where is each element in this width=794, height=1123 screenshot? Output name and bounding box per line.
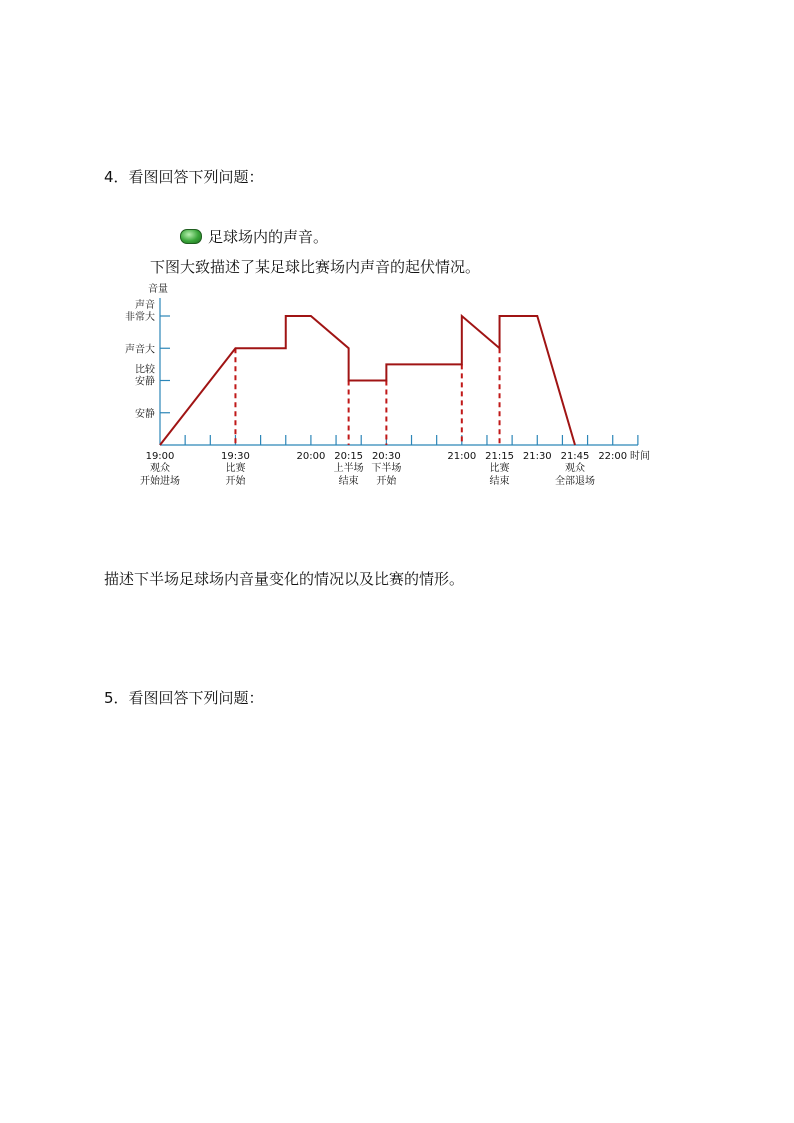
x-tick-label: 20:00 [296,451,326,462]
event-annotation: 结束 [338,476,359,487]
question-5-title: 5．看图回答下列问题： [104,689,264,707]
x-tick-label: 21:45 [560,451,590,462]
y-level-label: 安静 [135,408,155,420]
x-tick-label: 19:30 [221,451,250,462]
event-annotation: 上半场 [333,463,364,474]
x-axis-title: 时间 [630,451,650,462]
event-annotation: 观众 [150,463,170,474]
x-tick-label: 20:30 [371,451,401,462]
y-level-label: 声音大 [125,344,155,356]
event-annotation: 开始 [225,476,246,487]
event-annotation: 结束 [489,476,510,487]
event-annotation: 开始进场 [140,476,180,487]
x-tick-label: 21:30 [522,451,552,462]
event-annotation: 比赛 [225,463,246,474]
x-tick-label: 20:15 [334,451,364,462]
x-tick-label: 21:00 [447,451,477,462]
event-annotation: 比赛 [489,463,510,474]
question-4-prompt: 描述下半场足球场内音量变化的情况以及比赛的情形。 [104,570,465,588]
event-annotation: 观众 [565,463,585,474]
chart-intro-text: 下图大致描述了某足球比赛场内声音的起伏情况。 [150,258,481,276]
y-axis-title: 音量 [148,284,168,295]
y-level-label: 安静 [135,376,155,388]
event-annotation: 全部退场 [555,476,595,487]
y-level-label: 非常大 [125,312,155,323]
y-level-label: 声音 [135,300,155,311]
question-4-title: 4．看图回答下列问题： [104,168,264,186]
event-annotation: 下半场 [371,463,402,474]
event-annotation: 开始 [376,476,397,487]
bullet-text: 足球场内的声音。 [208,228,329,246]
x-tick-label: 19:00 [145,451,175,462]
x-tick-label: 22:00 [598,451,628,462]
sound-level-line [160,316,575,445]
y-level-label: 比较 [135,364,155,376]
x-tick-label: 21:15 [485,451,514,462]
